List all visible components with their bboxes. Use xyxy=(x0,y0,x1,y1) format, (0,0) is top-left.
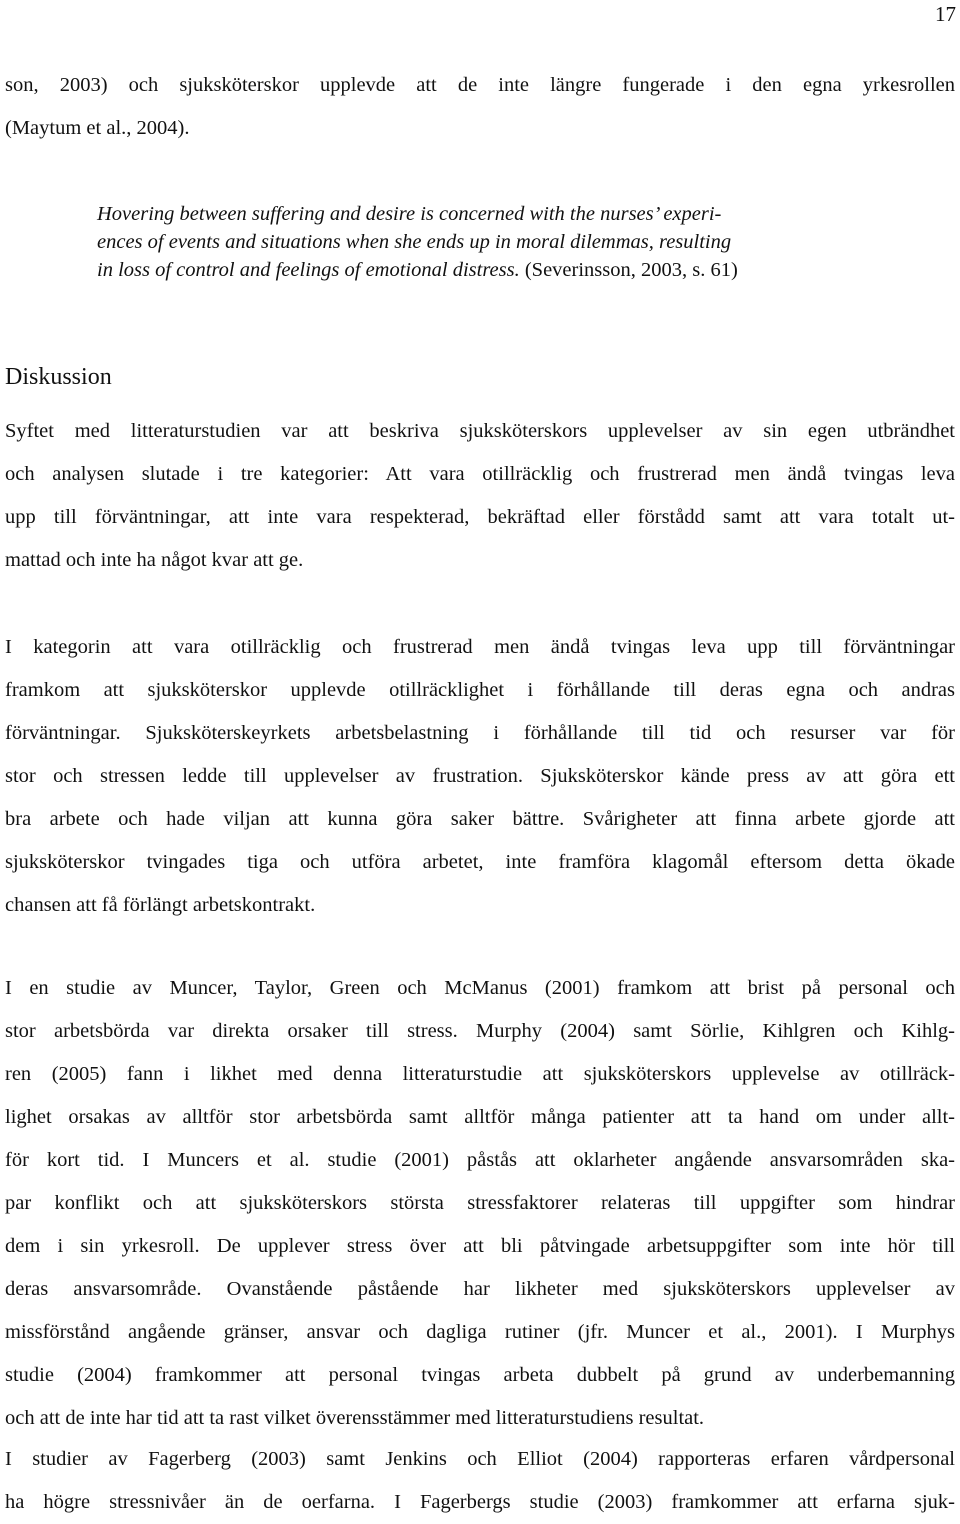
page-number: 17 xyxy=(935,2,956,26)
text-line: I en studie av Muncer, Taylor, Green och McManus (2001) framkom att brist på personal och xyxy=(5,977,955,999)
body-paragraph xyxy=(5,410,955,582)
text-line: och att de inte har tid att ta rast vilket överensstämmer med litteraturstudiens resultat. xyxy=(5,1407,705,1429)
text-line: (Maytum et al., 2004). xyxy=(5,117,190,139)
text-line: dem i sin yrkesroll. De upplever stress över att bli påtvingade arbetsuppgifter som inte hör till xyxy=(5,1235,955,1257)
quote-line: Hovering between suffering and desire is concerned with the nurses’ experi- xyxy=(97,203,722,225)
text-line: sjuksköterskor tvingades tiga och utföra arbetet, inte framföra klagomål eftersom detta ökade xyxy=(5,851,955,873)
quote-line: in loss of control and feelings of emotional distress. xyxy=(97,259,520,281)
text-line: stor och stressen ledde till upplevelser av frustration. Sjuksköterskor kände press av att göra ett xyxy=(5,765,955,787)
quote-line: ences of events and situations when she ends up in moral dilemmas, resulting xyxy=(97,231,732,253)
quote-citation: (Severinsson, 2003, s. 61) xyxy=(519,259,738,281)
text-line: Syftet med litteraturstudien var att beskriva sjuksköterskors upplevelser av sin egen utbrändhet xyxy=(5,420,955,442)
text-line: lighet orsakas av alltför stor arbetsbörda samt alltför många patienter att ta hand om under allt- xyxy=(5,1106,955,1128)
text-line: mattad och inte ha något kvar att ge. xyxy=(5,549,304,571)
text-line: I studier av Fagerberg (2003) samt Jenkins och Elliot (2004) rapporteras erfaren vårdpersonal xyxy=(5,1448,955,1470)
block-quote xyxy=(97,200,877,284)
text-line: I kategorin att vara otillräcklig och frustrerad men ändå tvingas leva upp till förväntningar xyxy=(5,636,955,658)
text-line: son, 2003) och sjuksköterskor upplevde att de inte längre fungerade i den egna yrkesrollen xyxy=(5,74,955,96)
text-line: för kort tid. I Muncers et al. studie (2001) påstås att oklarheter angående ansvarsområden ska- xyxy=(5,1149,955,1171)
body-paragraph xyxy=(5,1438,955,1524)
text-line: bra arbete och hade viljan att kunna göra saker bättre. Svårigheter att finna arbete gjorde att xyxy=(5,808,955,830)
text-line: ha högre stressnivåer än de oerfarna. I Fagerbergs studie (2003) framkommer att erfarna sjuk- xyxy=(5,1491,955,1513)
text-line: deras ansvarsområde. Ovanstående påstående har likheter med sjuksköterskors upplevelser av xyxy=(5,1278,955,1300)
text-line: förväntningar. Sjuksköterskeyrkets arbetsbelastning i förhållande till tid och resurser var för xyxy=(5,722,955,744)
intro-paragraph xyxy=(5,64,955,150)
text-line: och analysen slutade i tre kategorier: Att vara otillräcklig och frustrerad men ändå tvingas leva xyxy=(5,463,955,485)
text-line: stor arbetsbörda var direkta orsaker till stress. Murphy (2004) samt Sörlie, Kihlgren och Kihlg- xyxy=(5,1020,955,1042)
text-line: studie (2004) framkommer att personal tvingas arbeta dubbelt på grund av underbemanning xyxy=(5,1364,955,1386)
text-line: chansen att få förlängt arbetskontrakt. xyxy=(5,894,316,916)
text-line: missförstånd angående gränser, ansvar och dagliga rutiner (jfr. Muncer et al., 2001). I Murphys xyxy=(5,1321,955,1343)
text-line: upp till förväntningar, att inte vara respekterad, bekräftad eller förstådd samt att vara totalt ut- xyxy=(5,506,955,528)
text-line: framkom att sjuksköterskor upplevde otillräcklighet i förhållande till deras egna och andras xyxy=(5,679,955,701)
body-paragraph xyxy=(5,626,955,927)
section-heading: Diskussion xyxy=(5,364,112,390)
text-line: ren (2005) fann i likhet med denna litteraturstudie att sjuksköterskors upplevelse av otillräck- xyxy=(5,1063,955,1085)
text-line: par konflikt och att sjuksköterskors största stressfaktorer relateras till uppgifter som hindrar xyxy=(5,1192,955,1214)
body-paragraph xyxy=(5,967,955,1440)
